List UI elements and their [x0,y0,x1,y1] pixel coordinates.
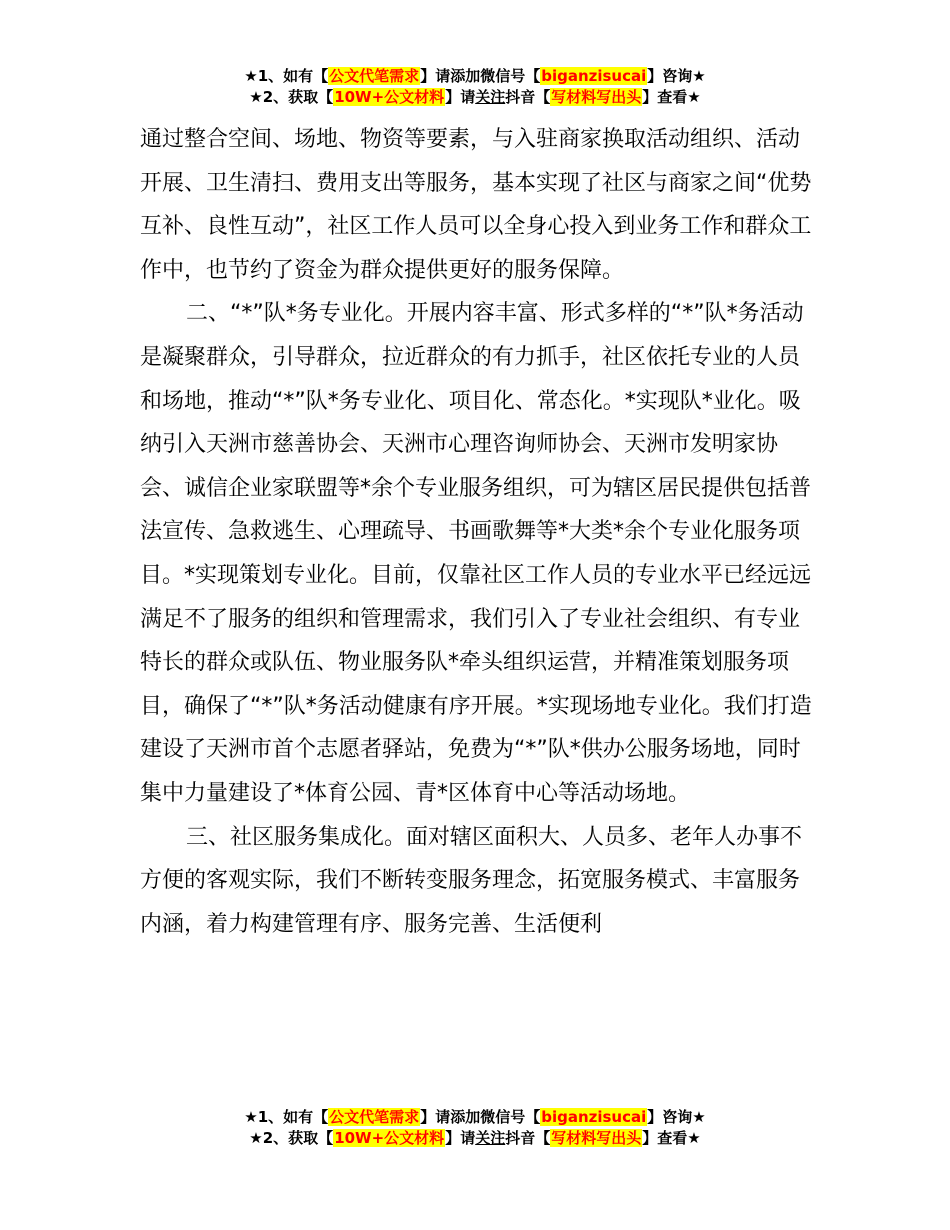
banner-line-1: ★1、如有【公文代笔需求】请添加微信号【biganzisucai】咨询★ [244,1108,706,1126]
highlight-service: 公文代笔需求 [329,67,420,85]
highlight-service: 公文代笔需求 [329,1108,420,1126]
underlined-follow: 关注 [475,88,506,106]
paragraph-2: 二、“*”队*务专业化。开展内容丰富、形式多样的“*”队*务活动是凝聚群众，引导群众，拉近群众的有力抓手，社区依托专业的人员和场地，推动“*”队*务专业化、项目化、常态化。*实现队*业化。吸纳引入天洲市慈善协会、天洲市心理咨询师协会、天洲市发明家协会、诚信企业家联盟等*余个专业服务组织，可为辖区居民提供包括普法宣传、急救逃生、心理疏导、书画歌舞等*大类*余个专业化服务项目。*实现策划专业化。目前，仅靠社区工作人员的专业水平已经远远满足不了服务的组织和管理需求，我们引入了专业社会组织、有专业特长的群众或队伍、物业服务队*牵头组织运营，并精准策划服务项目，确保了“*”队*务活动健康有序开展。*实现场地专业化。我们打造建设了天洲市首个志愿者驿站，免费为“*”队*供办公服务场地，同时集中力量建设了*体育公园、青*区体育中心等活动场地。 [140,301,812,806]
highlight-wechat-id: biganzisucai [541,67,647,85]
banner-line-1: ★1、如有【公文代笔需求】请添加微信号【biganzisucai】咨询★ [244,67,706,85]
highlight-materials: 10W+公文材料 [334,1129,445,1147]
paragraph-1: 通过整合空间、场地、物资等要素，与入驻商家换取活动组织、活动开展、卫生清扫、费用支出等服务，基本实现了社区与商家之间“优势互补、良性互动”，社区工作人员可以全身心投入到业务工作和群众工作中，也节约了资金为群众提供更好的服务保障。 [140,127,812,283]
banner-line-2: ★2、获取【10W+公文材料】请关注抖音【写材料写出头】查看★ [249,1129,701,1147]
paragraph-3: 三、社区服务集成化。面对辖区面积大、人员多、老年人办事不方便的客观实际，我们不断转变服务理念，拓宽服务模式、丰富服务内涵，着力构建管理有序、服务完善、生活便利 [140,824,803,937]
banner-line-2: ★2、获取【10W+公文材料】请关注抖音【写材料写出头】查看★ [249,88,701,106]
highlight-wechat-id: biganzisucai [541,1108,647,1126]
document-body [140,118,820,946]
footer-banner [0,1107,950,1149]
highlight-materials: 10W+公文材料 [334,88,445,106]
highlight-douyin: 写材料写出头 [551,1129,642,1147]
underlined-follow: 关注 [475,1129,506,1147]
header-banner [0,66,950,108]
highlight-douyin: 写材料写出头 [551,88,642,106]
